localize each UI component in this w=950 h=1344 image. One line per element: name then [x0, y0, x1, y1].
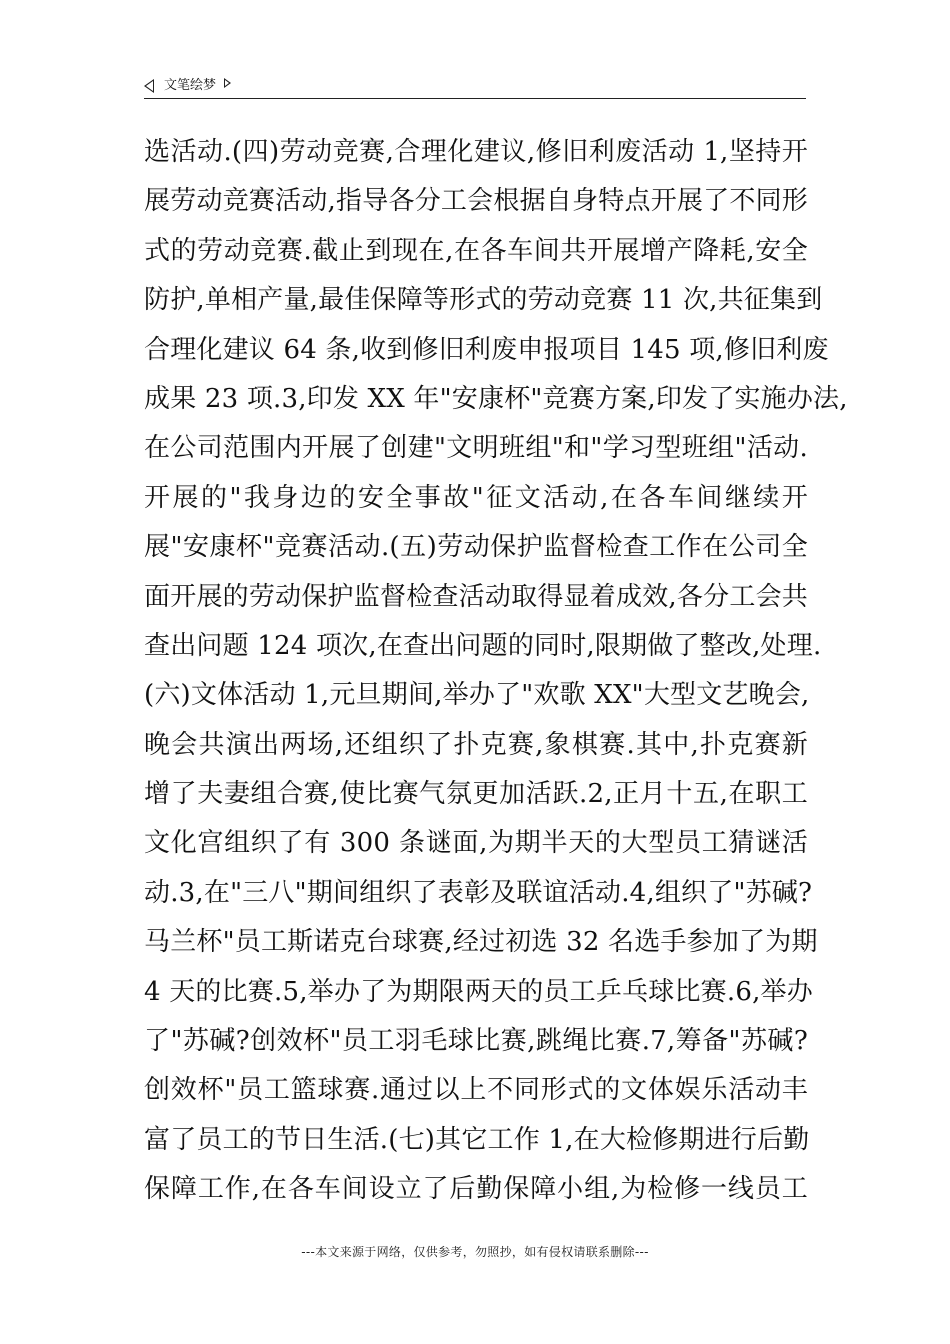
text-line: 创效杯"员工篮球赛.通过以上不同形式的文体娱乐活动丰 [144, 1075, 808, 1106]
text-line: 了"苏碱?创效杯"员工羽毛球比赛,跳绳比赛.7,筹备"苏碱? [144, 1026, 808, 1057]
header-title: 文笔绘梦 [164, 78, 217, 93]
text-line: 查出问题 124 项次,在查出问题的同时,限期做了整改,处理. [144, 630, 822, 661]
text-line: 4 天的比赛.5,举办了为期限两天的员工乒乓球比赛.6,举办 [144, 976, 813, 1007]
text-line: 面开展的劳动保护监督检查活动取得显着成效,各分工会共 [144, 581, 808, 612]
text-line: (六)文体活动 1,元旦期间,举办了"欢歌 XX"大型文艺晚会, [144, 680, 810, 711]
text-line: 马兰杯"员工斯诺克台球赛,经过初选 32 名选手参加了为期 [144, 927, 818, 958]
text-line: 晚会共演出两场,还组织了扑克赛,象棋赛.其中,扑克赛新 [144, 729, 808, 760]
text-line: 动.3,在"三八"期间组织了表彰及联谊活动.4,组织了"苏碱? [144, 877, 813, 908]
body-text [144, 128, 848, 1215]
text-line: 保障工作,在各车间设立了后勤保障小组,为检修一线员工 [144, 1174, 808, 1205]
text-line: 式的劳动竞赛.截止到现在,在各车间共开展增产降耗,安全 [144, 235, 808, 266]
text-line: 富了员工的节日生活.(七)其它工作 1,在大检修期进行后勤 [144, 1124, 810, 1155]
text-line: 展劳动竞赛活动,指导各分工会根据自身特点开展了不同形 [144, 186, 808, 217]
text-line: 选活动.(四)劳动竞赛,合理化建议,修旧利废活动 1,坚持开 [144, 137, 808, 167]
text-line: 合理化建议 64 条,收到修旧利废申报项目 145 项,修旧利废 [144, 334, 829, 365]
text-line: 在公司范围内开展了创建"文明班组"和"学习型班组"活动. [144, 433, 808, 464]
text-line: 展"安康杯"竞赛活动.(五)劳动保护监督检查工作在公司全 [144, 532, 808, 563]
triangle-right-icon [224, 78, 231, 88]
footer-disclaimer: ---本文来源于网络，仅供参考，勿照抄，如有侵权请联系删除--- [301, 1245, 649, 1259]
text-line: 增了夫妻组合赛,使比赛气氛更加活跃.2,正月十五,在职工 [144, 779, 808, 810]
triangle-left-icon [144, 79, 154, 93]
text-line: 开展的"我身边的安全事故"征文活动,在各车间继续开 [144, 482, 808, 513]
text-line: 成果 23 项.3,印发 XX 年"安康杯"竞赛方案,印发了实施办法, [144, 383, 848, 414]
text-line: 文化宫组织了有 300 条谜面,为期半天的大型员工猜谜活 [144, 828, 808, 859]
page-header [144, 74, 806, 99]
text-line: 防护,单相产量,最佳保障等形式的劳动竞赛 11 次,共征集到 [144, 285, 823, 316]
